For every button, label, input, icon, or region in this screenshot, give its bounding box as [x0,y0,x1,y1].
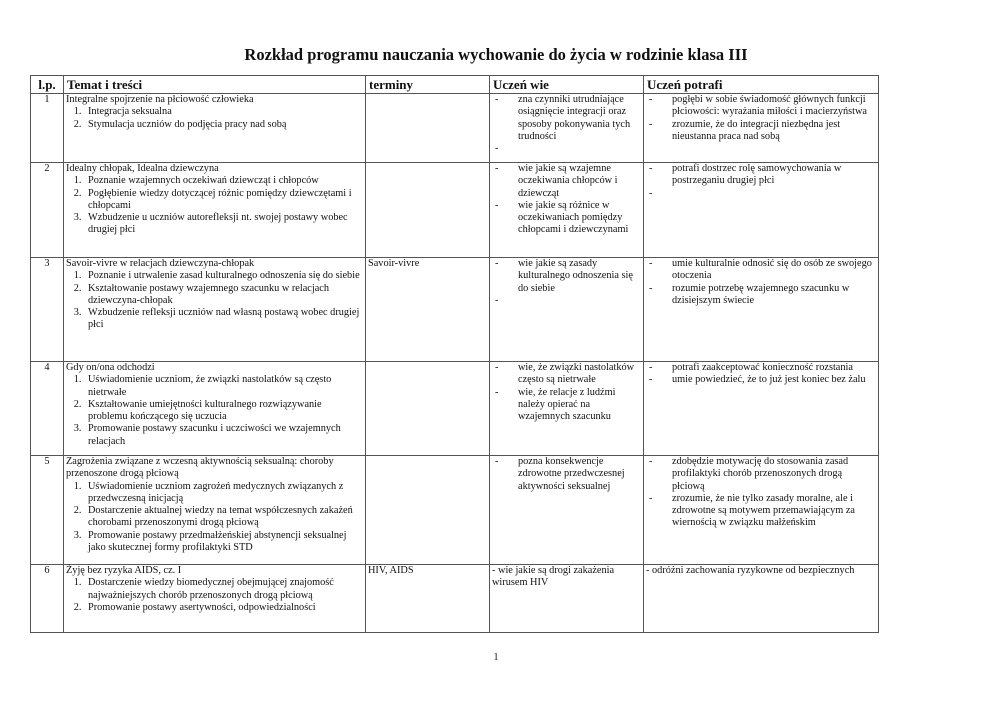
topic-title: Zagrożenia związane z wczesną aktywnością seksualną: choroby przenoszone drogą płciową [66,456,334,480]
potrafi-cell [644,456,879,565]
topic-title: Żyję bez ryzyka AIDS, cz. I [66,565,182,576]
list-item: 1. Poznanie i utrwalenie zasad kulturalnego odnoszenia się do siebie [84,270,363,282]
page-number: 1 [493,652,499,663]
potrafi-cell [644,362,879,456]
table-row [31,258,879,362]
table-row [31,565,879,633]
list-item: 3. Promowanie postawy przedmałżeńskiej abstynencji seksualnej jako skutecznej formy profilaktyki STD [84,530,363,555]
header-terminy: terminy [366,76,490,94]
wie-cell: - wie jakie są drogi zakażenia wirusem HIV [490,565,644,633]
topic-cell [64,565,366,633]
list-item: - zna czynniki utrudniające osiągnięcie integracji oraz sposoby pokonywania tych trudności [492,94,641,143]
wie-cell [490,258,644,362]
row-number: 2 [31,163,64,258]
row-number: 4 [31,362,64,456]
topic-list [66,374,363,448]
list-item: 2. Stymulacja uczniów do podjęcia pracy nad sobą [84,119,363,131]
list-item: 1. Uświadomienie uczniom, że związki nastolatków są często nietrwałe [84,374,363,399]
terminy-cell [366,94,490,163]
row-number: 6 [31,565,64,633]
topic-list [66,577,363,614]
list-item: - umie powiedzieć, że to już jest koniec bez żalu [646,374,876,386]
potrafi-cell: - odróżni zachowania ryzykowne od bezpiecznych [644,565,879,633]
header-potrafi: Uczeń potrafi [644,76,879,94]
list-item: - wie jakie są wzajemne oczekiwania chłopców i dziewcząt [492,163,641,200]
topic-cell [64,456,366,565]
row-number: 3 [31,258,64,362]
potrafi-cell [644,163,879,258]
topic-cell [64,258,366,362]
header-row [31,76,879,94]
list-item: 1. Dostarczenie wiedzy biomedycznej obejmującej znajomość najważniejszych chorób przenoszonych drogą płciową [84,577,363,602]
topic-title: Idealny chłopak, Idealna dziewczyna [66,163,219,174]
list-item: 1. Integracja seksualna [84,106,363,118]
wie-cell [490,163,644,258]
terminy-cell: HIV, AIDS [366,565,490,633]
list-item: 3. Wzbudzenie u uczniów autorefleksji nt. swojej postawy wobec drugiej płci [84,212,363,237]
list-item: 2. Promowanie postawy asertywności, odpowiedzialności [84,602,363,614]
topic-cell [64,163,366,258]
list-item: - wie jakie są różnice w oczekiwaniach pomiędzy chłopcami i dziewczynami [492,200,641,237]
potrafi-cell [644,94,879,163]
row-number: 1 [31,94,64,163]
row-number: 5 [31,456,64,565]
list-item: 3. Wzbudzenie refleksji uczniów nad własną postawą wobec drugiej płci [84,307,363,332]
list-item: - pozna konsekwencje zdrowotne przedwczesnej aktywności seksualnej [492,456,641,493]
header-temat: Temat i treści [64,76,366,94]
list-item: 2. Kształtowanie postawy wzajemnego szacunku w relacjach dziewczyna-chłopak [84,283,363,308]
terminy-cell [366,456,490,565]
topic-list [66,175,363,236]
list-item: - pogłębi w sobie świadomość głównych funkcji płciowości: wyrażania miłości i macierzyństwa [646,94,876,119]
list-item: 1. Poznanie wzajemnych oczekiwań dziewcząt i chłopców [84,175,363,187]
list-item: - rozumie potrzebę wzajemnego szacunku w dzisiejszym świecie [646,283,876,308]
list-item: - potrafi dostrzec rolę samowychowania w postrzeganiu drugiej płci [646,163,876,188]
topic-cell [64,362,366,456]
header-wie: Uczeń wie [490,76,644,94]
list-item: 3. Promowanie postawy szacunku i uczciwości we wzajemnych relacjach [84,423,363,448]
list-item: 2. Pogłębienie wiedzy dotyczącej różnic pomiędzy dziewczętami i chłopcami [84,188,363,213]
wie-cell [490,362,644,456]
page-title: Rozkład programu nauczania wychowanie do życia w rodzinie klasa III [244,45,748,64]
table-row [31,94,879,163]
table-row [31,456,879,565]
list-item: - potrafi zaakceptować konieczność rozstania [646,362,876,374]
header-lp: l.p. [31,76,64,94]
terminy-cell: Savoir-vivre [366,258,490,362]
table-row [31,163,879,258]
table-row [31,362,879,456]
topic-list [66,481,363,555]
wie-cell [490,94,644,163]
topic-title: Gdy on/ona odchodzi [66,362,155,373]
list-item: - umie kulturalnie odnosić się do osób ze swojego otoczenia [646,258,876,283]
terminy-cell [366,163,490,258]
list-item: 2. Dostarczenie aktualnej wiedzy na temat współczesnych zakażeń chorobami przenoszonymi drogą płciową [84,505,363,530]
list-item: 1. Uświadomienie uczniom zagrożeń medycznych związanych z przedwczesną inicjacją [84,481,363,506]
list-item: - wie jakie są zasady kulturalnego odnoszenia się do siebie [492,258,641,295]
list-item: - zdobędzie motywację do stosowania zasad profilaktyki chorób przenoszonych drogą płciową [646,456,876,493]
potrafi-cell [644,258,879,362]
topic-list [66,270,363,331]
list-item: - wie, że związki nastolatków często są nietrwałe [492,362,641,387]
list-item: - zrozumie, że do integracji niezbędna jest nieustanna praca nad sobą [646,119,876,144]
program-table [30,75,879,633]
topic-cell [64,94,366,163]
terminy-cell [366,362,490,456]
list-item: - zrozumie, że nie tylko zasady moralne, ale i zdrowotne są motywem przemawiającym za wiernością w związku małżeńskim [646,493,876,530]
wie-cell [490,456,644,565]
list-item: - wie, że relacje z ludźmi należy opierać na wzajemnych szacunku [492,387,641,424]
topic-title: Savoir-vivre w relacjach dziewczyna-chłopak [66,258,255,269]
topic-list [66,106,363,131]
list-item: 2. Kształtowanie umiejętności kulturalnego rozwiązywanie problemu kończącego się uczucia [84,399,363,424]
topic-title: Integralne spojrzenie na płciowość człowieka [66,94,254,105]
